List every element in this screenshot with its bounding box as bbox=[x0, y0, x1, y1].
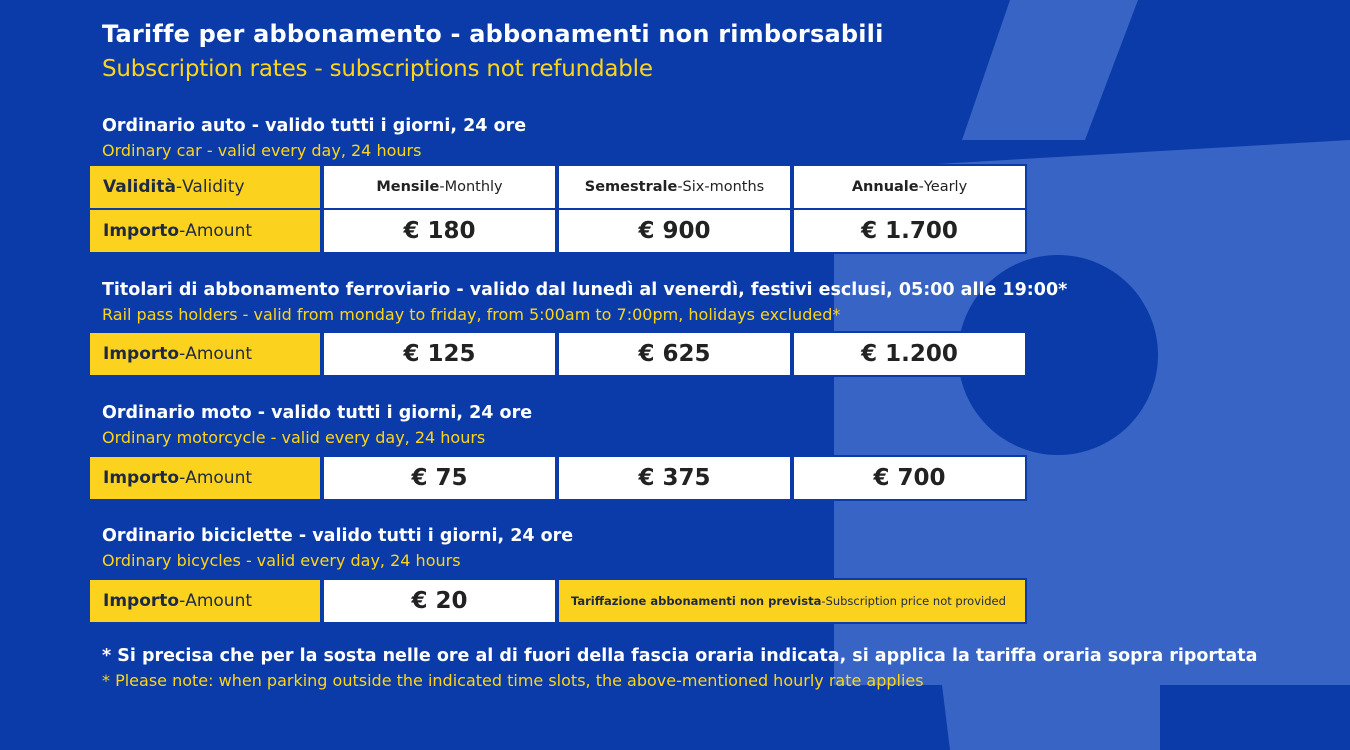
moto-monthly-price: € 75 bbox=[322, 455, 557, 501]
amount-label-cell: Importo - Amount bbox=[88, 578, 322, 624]
section-moto-title: Ordinario moto - valido tutti i giorni, 24 ore bbox=[102, 403, 533, 423]
section-bike-title: Ordinario biciclette - valido tutti i giorni, 24 ore bbox=[102, 526, 574, 546]
car-six-months-price: € 900 bbox=[557, 208, 792, 254]
section-rail-title: Titolari di abbonamento ferroviario - valido dal lunedì al venerdì, festivi esclusi, 05:00 alle 19:00* bbox=[102, 280, 1068, 300]
moto-six-months-price: € 375 bbox=[557, 455, 792, 501]
column-six-months-header: Semestrale - Six-months bbox=[557, 164, 792, 210]
rail-yearly-price: € 1.200 bbox=[792, 331, 1027, 377]
section-moto-subtitle: Ordinary motorcycle - valid every day, 24 hours bbox=[102, 428, 486, 447]
car-yearly-price: € 1.700 bbox=[792, 208, 1027, 254]
rail-six-months-price: € 625 bbox=[557, 331, 792, 377]
column-yearly-header: Annuale - Yearly bbox=[792, 164, 1027, 210]
footnote-english: * Please note: when parking outside the indicated time slots, the above-mentioned hourly rate applies bbox=[102, 671, 924, 690]
amount-label-cell: Importo - Amount bbox=[88, 455, 322, 501]
section-bike-subtitle: Ordinary bicycles - valid every day, 24 hours bbox=[102, 551, 461, 570]
validity-label-cell: Validità - Validity bbox=[88, 164, 322, 210]
footnote-italian: * Si precisa che per la sosta nelle ore al di fuori della fascia oraria indicata, si applica la tariffa oraria sopra riportata bbox=[102, 646, 1258, 666]
car-monthly-price: € 180 bbox=[322, 208, 557, 254]
rail-monthly-price: € 125 bbox=[322, 331, 557, 377]
moto-yearly-price: € 700 bbox=[792, 455, 1027, 501]
amount-label-cell: Importo - Amount bbox=[88, 331, 322, 377]
column-monthly-header: Mensile - Monthly bbox=[322, 164, 557, 210]
page-title: Tariffe per abbonamento - abbonamenti non rimborsabili bbox=[102, 20, 884, 48]
section-car-title: Ordinario auto - valido tutti i giorni, 24 ore bbox=[102, 116, 527, 136]
section-car-subtitle: Ordinary car - valid every day, 24 hours bbox=[102, 141, 422, 160]
section-rail-subtitle: Rail pass holders - valid from monday to friday, from 5:00am to 7:00pm, holidays excluded* bbox=[102, 305, 841, 324]
amount-label-cell: Importo - Amount bbox=[88, 208, 322, 254]
page-subtitle: Subscription rates - subscriptions not refundable bbox=[102, 56, 653, 82]
subscription-not-provided-cell: Tariffazione abbonamenti non prevista - Subscription price not provided bbox=[557, 578, 1027, 624]
bike-monthly-price: € 20 bbox=[322, 578, 557, 624]
